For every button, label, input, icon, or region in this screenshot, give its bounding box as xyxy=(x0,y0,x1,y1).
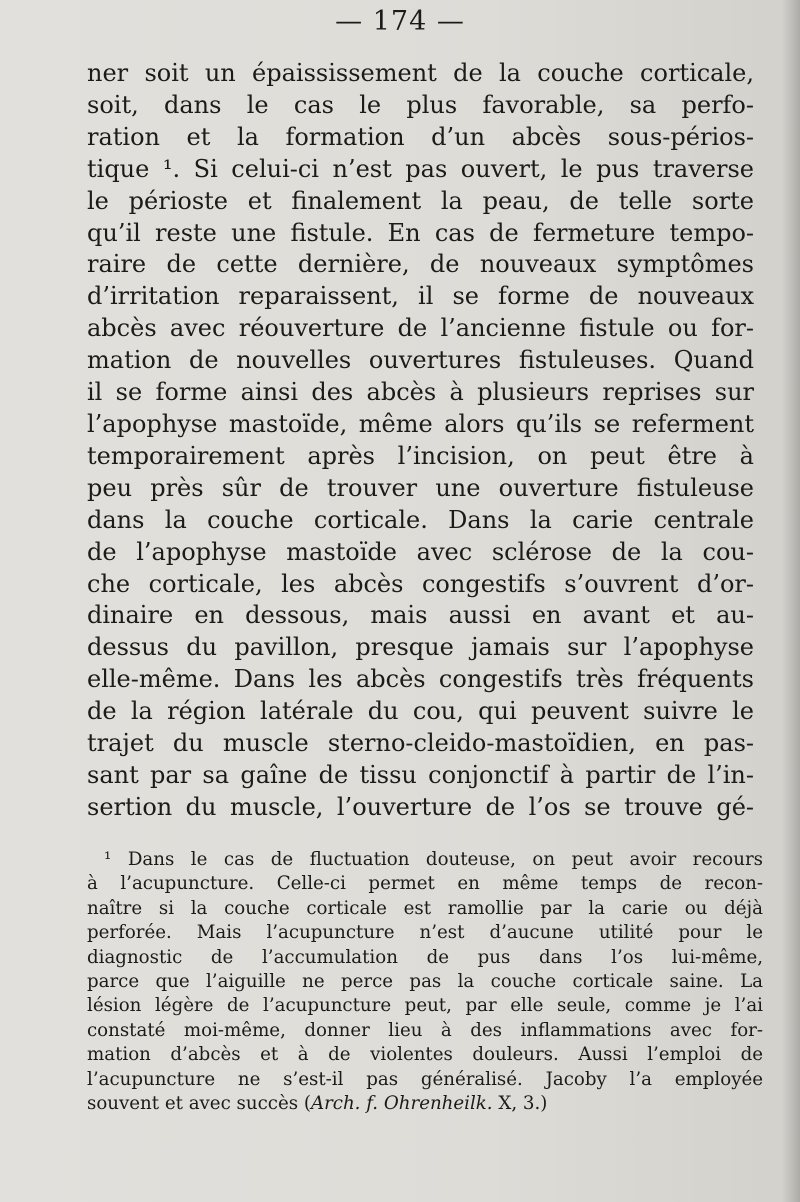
text-line: sant par sa gaîne de tissu conjonctif à partir de l’in- xyxy=(87,760,754,789)
text-line: peu près sûr de trouver une ouverture fistuleuse xyxy=(87,473,754,502)
text-line: de la région latérale du cou, qui peuvent suivre le xyxy=(87,697,754,726)
text-line: il se forme ainsi des abcès à plusieurs reprises sur xyxy=(87,378,754,407)
text-line: elle-même. Dans les abcès congestifs très fréquents xyxy=(87,665,754,694)
footnote-line: parce que l’aiguille ne perce pas la couche corticale saine. La xyxy=(87,971,763,993)
journal-title: Arch. f. Ohrenheilk. xyxy=(310,1093,493,1115)
footnote-line: perforée. Mais l’acupuncture n’est d’aucune utilité pour le xyxy=(87,922,763,944)
main-text-block xyxy=(87,58,754,824)
text-line: de l’apophyse mastoïde avec sclérose de la cou- xyxy=(87,537,754,566)
text-line: le périoste et finalement la peau, de telle sorte xyxy=(87,186,754,215)
text-line: l’apophyse mastoïde, même alors qu’ils se referment xyxy=(87,409,754,438)
footnote-line: diagnostic de l’accumulation de pus dans l’os lui-même, xyxy=(87,946,763,968)
text-line: dinaire en dessous, mais aussi en avant et au- xyxy=(87,601,754,630)
text-line: tique ¹. Si celui-ci n’est pas ouvert, le pus traverse xyxy=(87,154,754,183)
page-edge-shadow xyxy=(782,0,800,1202)
text-line: d’irritation reparaissent, il se forme de nouveaux xyxy=(87,282,754,311)
text-line: ration et la formation d’un abcès sous-périos- xyxy=(87,122,754,151)
footnote-line: à l’acupuncture. Celle-ci permet en même temps de recon- xyxy=(87,873,763,895)
footnote-line: mation d’abcès et à de violentes douleurs. Aussi l’emploi de xyxy=(87,1044,763,1066)
text-line: abcès avec réouverture de l’ancienne fistule ou for- xyxy=(87,314,754,343)
text-line: raire de cette dernière, de nouveaux symptômes xyxy=(87,250,754,279)
text-line: che corticale, les abcès congestifs s’ouvrent d’or- xyxy=(87,569,754,598)
text-line: trajet du muscle sterno-cleido-mastoïdien, en pas- xyxy=(87,729,754,758)
text-line: temporairement après l’incision, on peut être à xyxy=(87,441,754,470)
footnote-line xyxy=(87,1092,763,1116)
text-line: sertion du muscle, l’ouverture de l’os se trouve gé- xyxy=(87,792,754,821)
footnote-line: naître si la couche corticale est ramollie par la carie ou déjà xyxy=(87,897,763,919)
text-line: qu’il reste une fistule. En cas de fermeture tempo- xyxy=(87,218,754,247)
footnote-line: ¹ Dans le cas de fluctuation douteuse, on peut avoir recours xyxy=(104,849,763,870)
footnote-line: l’acupuncture ne s’est-il pas généralisé. Jacoby l’a employée xyxy=(87,1068,763,1090)
footnote-line: constaté moi-même, donner lieu à des inflammations avec for- xyxy=(87,1019,763,1041)
text-line: ner soit un épaississement de la couche corticale, xyxy=(87,59,754,87)
text-line: soit, dans le cas le plus favorable, sa perfo- xyxy=(87,90,754,119)
footnote-citation-suffix: X, 3.) xyxy=(492,1093,548,1115)
text-line: mation de nouvelles ouvertures fistuleuses. Quand xyxy=(87,346,754,375)
footnote-line: lésion légère de l’acupuncture peut, par elle seule, comme je l’ai xyxy=(87,995,763,1017)
footnote-block xyxy=(87,848,763,1116)
text-line: dans la couche corticale. Dans la carie centrale xyxy=(87,505,754,534)
page-number: — 174 — xyxy=(335,6,465,37)
text-line: dessus du pavillon, presque jamais sur l’apophyse xyxy=(87,633,754,662)
footnote-citation-prefix: souvent et avec succès ( xyxy=(87,1093,311,1115)
